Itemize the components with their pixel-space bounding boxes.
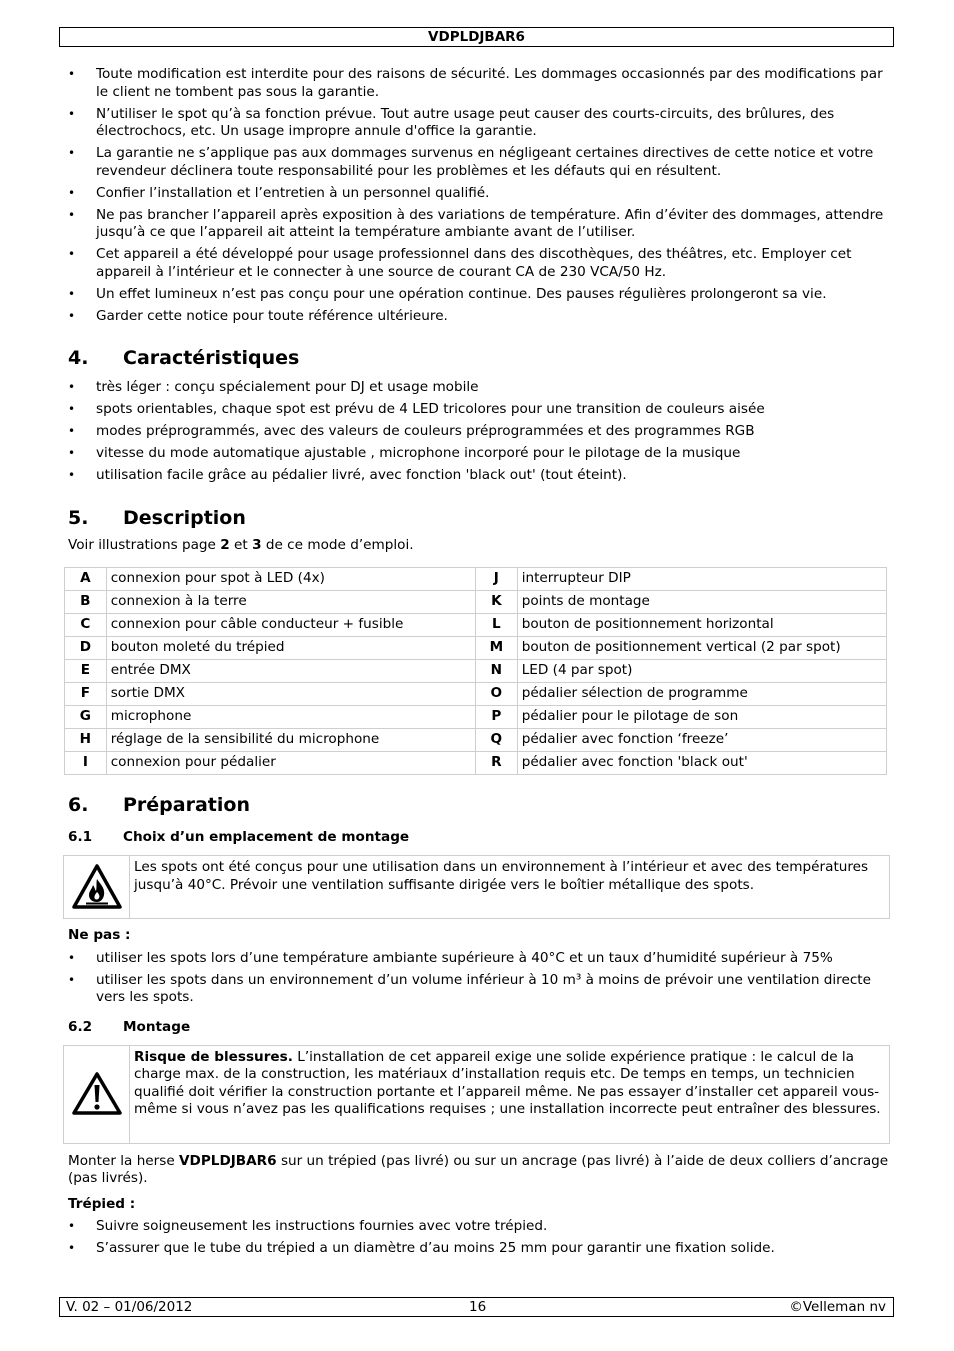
tripod-bullet-list <box>68 1218 890 1258</box>
description-intro <box>68 537 890 555</box>
list-item: • spots orientables, chaque spot est prévu de 4 LED tricolores pour une transition de couleurs aisée <box>68 401 890 419</box>
parts-legend-table <box>64 567 887 775</box>
list-item: • Toute modification est interdite pour des raisons de sécurité. Les dommages occasionnés par des modifications par le client ne tombent pas sous la garantie. <box>68 66 890 101</box>
legend-value: connexion pour spot à LED (4x) <box>106 568 475 591</box>
table-row <box>65 568 887 591</box>
header-title: VDPLDJBAR6 <box>428 29 525 45</box>
legend-key: O <box>475 683 517 706</box>
legend-key: N <box>475 660 517 683</box>
legend-value: LED (4 par spot) <box>517 660 886 683</box>
legend-value: interrupteur DIP <box>517 568 886 591</box>
list-item: • Cet appareil a été développé pour usage professionnel dans des discothèques, des théâtres, etc. Employer cet appareil à l’intérieur et le connecter à une source de courant CA de 230 VCA/50 Hz. <box>68 246 890 281</box>
list-item: • vitesse du mode automatique ajustable , microphone incorporé pour le pilotage de la musique <box>68 445 890 463</box>
mounting-paragraph <box>68 1153 890 1188</box>
page-ref: 2 <box>220 536 230 553</box>
legend-value: points de montage <box>517 591 886 614</box>
list-item: • utiliser les spots lors d’une température ambiante supérieure à 40°C et un taux d’humidité supérieur à 75% <box>68 950 890 968</box>
legend-key: J <box>475 568 517 591</box>
fire-warning-text: Les spots ont été conçus pour une utilisation dans un environnement à l’intérieur et avec des températures jusqu’à 40°C. Prévoir une ventilation suffisante dirigée vers le boîtier métallique des spots. <box>134 859 869 893</box>
list-item: • utilisation facile grâce au pédalier livré, avec fonction 'black out' (tout éteint). <box>68 467 890 485</box>
text-span: Monter la herse <box>68 1152 180 1169</box>
legend-key: P <box>475 706 517 729</box>
table-row <box>65 706 887 729</box>
warning-body: L’installation de cet appareil exige une solide expérience pratique : le calcul de la charge max. de la construction, les matériaux d’installation requis etc. De temps en temps, un technicien qualifié doit vérifier la construction portante et l’appareil même. Ne pas essayer d’installer cet appareil vous-même si vous n’avez pas les qualifications requises ; une installation incorrecte peut entraîner des blessures. <box>134 1048 881 1117</box>
list-item: • très léger : conçu spécialement pour DJ et usage mobile <box>68 379 890 397</box>
list-item: • Garder cette notice pour toute référence ultérieure. <box>68 308 890 326</box>
legend-value: pédalier avec fonction ‘freeze’ <box>517 729 886 752</box>
table-row <box>65 614 887 637</box>
legend-key: A <box>65 568 107 591</box>
legend-value: connexion à la terre <box>106 591 475 614</box>
list-item: • Suivre soigneusement les instructions fournies avec votre trépied. <box>68 1218 890 1236</box>
text-span: Voir illustrations page <box>68 536 221 553</box>
subsection-number: 6.2 <box>68 1018 93 1035</box>
page-header <box>59 27 894 47</box>
legend-key: R <box>475 752 517 775</box>
subsection-title: Choix d’un emplacement de montage <box>123 829 410 845</box>
legend-key: D <box>65 637 107 660</box>
list-item: • S’assurer que le tube du trépied a un diamètre d’au moins 25 mm pour garantir une fixation solide. <box>68 1240 890 1258</box>
legend-key: B <box>65 591 107 614</box>
injury-warning-box <box>63 1045 890 1144</box>
section-number: 6. <box>68 794 89 816</box>
legend-value: microphone <box>106 706 475 729</box>
legend-value: connexion pour pédalier <box>106 752 475 775</box>
table-row <box>65 591 887 614</box>
legend-key: L <box>475 614 517 637</box>
legend-value: pédalier avec fonction 'black out' <box>517 752 886 775</box>
model-name: VDPLDJBAR6 <box>179 1152 277 1169</box>
text-span: sur un trépied (pas livré) ou sur un ancrage (pas livré) à l’aide de deux colliers d’ancrage (pas livrés). <box>68 1152 889 1186</box>
tripod-label: Trépied : <box>68 1195 136 1212</box>
subsection-heading-location <box>68 829 890 846</box>
section-number: 4. <box>68 347 89 369</box>
legend-key: F <box>65 683 107 706</box>
section-title: Préparation <box>123 794 250 816</box>
legend-value: réglage de la sensibilité du microphone <box>106 729 475 752</box>
subsection-title: Montage <box>123 1018 191 1035</box>
table-row <box>65 637 887 660</box>
exclamation-warning-icon <box>64 1046 130 1143</box>
list-item: • N’utiliser le spot qu’à sa fonction prévue. Tout autre usage peut causer des courts-circuits, des brûlures, des électrochocs, etc. Un usage impropre annule d'office la garantie. <box>68 106 890 141</box>
text-span: et <box>229 536 253 553</box>
table-row <box>65 660 887 683</box>
table-row <box>65 683 887 706</box>
legend-value: bouton de positionnement vertical (2 par spot) <box>517 637 886 660</box>
legend-key: Q <box>475 729 517 752</box>
fire-warning-box <box>63 855 890 919</box>
legend-key: M <box>475 637 517 660</box>
legend-value: bouton moleté du trépied <box>106 637 475 660</box>
section-title: Caractéristiques <box>123 347 300 369</box>
list-item: • Ne pas brancher l’appareil après exposition à des variations de température. Afin d’éviter des dommages, attendre jusqu’à ce que l’appareil ait atteint la température ambiante avant de l’utiliser. <box>68 207 890 242</box>
legend-value: pédalier pour le pilotage de son <box>517 706 886 729</box>
legend-value: sortie DMX <box>106 683 475 706</box>
subsection-number: 6.1 <box>68 829 93 845</box>
injury-warning-text <box>130 1046 889 1143</box>
features-bullet-list <box>68 379 890 485</box>
page-footer <box>59 1297 894 1317</box>
page-ref: 3 <box>252 536 262 553</box>
footer-copyright: ©Velleman nv <box>789 1299 886 1315</box>
list-item: • Un effet lumineux n’est pas conçu pour une opération continue. Des pauses régulières prolongeront sa vie. <box>68 286 890 304</box>
ne-pas-bullet-list <box>68 950 890 1007</box>
legend-key: E <box>65 660 107 683</box>
section-heading-features <box>68 346 890 370</box>
fire-warning-icon <box>64 856 130 918</box>
legend-value: connexion pour câble conducteur + fusible <box>106 614 475 637</box>
footer-version: V. 02 – 01/06/2012 <box>66 1299 193 1315</box>
legend-key: G <box>65 706 107 729</box>
text-span: de ce mode d’emploi. <box>261 536 414 553</box>
ne-pas-label: Ne pas : <box>68 927 131 943</box>
legend-key: K <box>475 591 517 614</box>
table-row <box>65 729 887 752</box>
legend-key: I <box>65 752 107 775</box>
legend-key: C <box>65 614 107 637</box>
subsection-heading-mounting <box>68 1019 890 1036</box>
page-content <box>68 66 890 1262</box>
section-number: 5. <box>68 506 89 529</box>
list-item: • utiliser les spots dans un environnement d’un volume inférieur à 10 m³ à moins de prévoir une ventilation directe vers les spots. <box>68 972 890 1007</box>
list-item: • La garantie ne s’applique pas aux dommages survenus en négligeant certaines directives de cette notice et votre revendeur déclinera toute responsabilité pour les problèmes et les défauts qui en résultent. <box>68 145 890 180</box>
section-title: Description <box>123 506 246 529</box>
legend-value: bouton de positionnement horizontal <box>517 614 886 637</box>
legend-value: entrée DMX <box>106 660 475 683</box>
table-row <box>65 752 887 775</box>
list-item: • modes préprogrammés, avec des valeurs de couleurs préprogrammées et des programmes RGB <box>68 423 890 441</box>
legend-key: H <box>65 729 107 752</box>
legend-value: pédalier sélection de programme <box>517 683 886 706</box>
footer-page-number: 16 <box>469 1299 487 1315</box>
safety-bullet-list <box>68 66 890 325</box>
section-heading-description <box>68 506 890 530</box>
section-heading-preparation <box>68 793 890 817</box>
warning-bold: Risque de blessures. <box>134 1048 293 1065</box>
list-item: • Confier l’installation et l’entretien à un personnel qualifié. <box>68 185 890 203</box>
